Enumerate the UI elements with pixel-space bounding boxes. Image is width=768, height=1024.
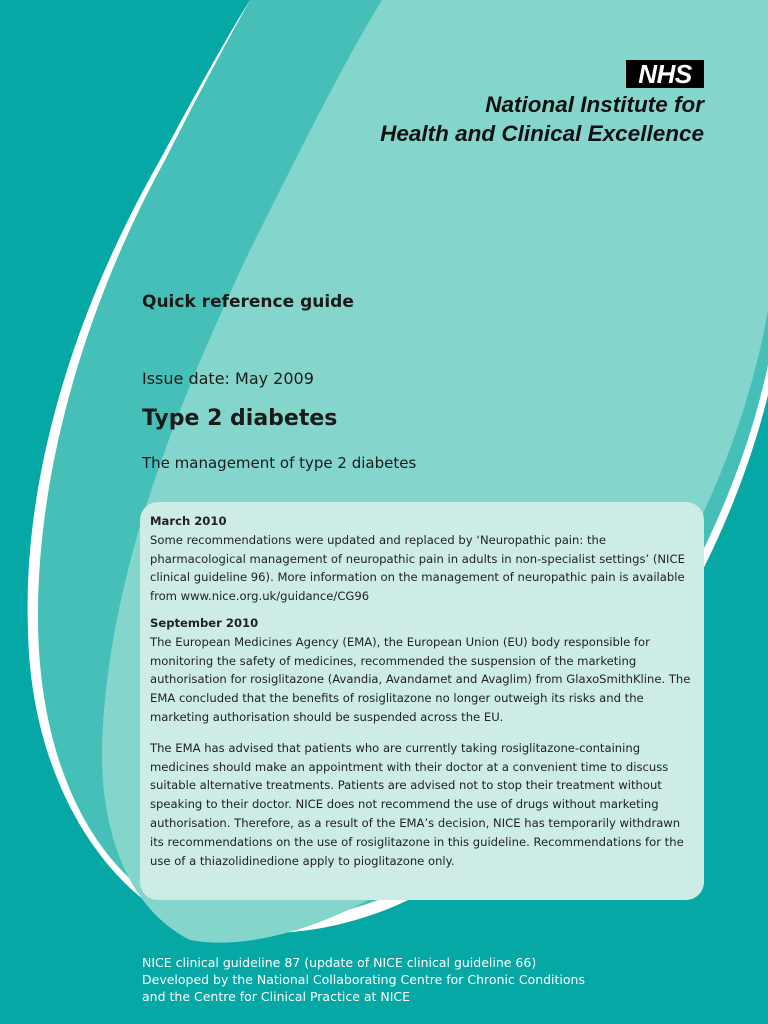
footer-line-1: NICE clinical guideline 87 (update of NICE clinical guideline 66) (142, 955, 537, 970)
guide-type: Quick reference guide (142, 292, 354, 312)
march-2010-heading: March 2010 (150, 514, 227, 528)
footer-line-2: Developed by the National Collaborating Centre for Chronic Conditions (142, 972, 585, 987)
document-subtitle: The management of type 2 diabetes (142, 454, 417, 472)
organisation-name (380, 90, 704, 148)
footer-line-3: and the Centre for Clinical Practice at NICE (142, 989, 411, 1004)
org-name-line-2: Health and Clinical Excellence (380, 121, 704, 146)
september-2010-heading: September 2010 (150, 615, 259, 630)
nhs-logo: NHS (626, 60, 704, 88)
march-2010-text: Some recommendations were updated and replaced by ‘Neuropathic pain: the pharmacological management of neuropathic pain in adults in non-specialist settings’ (NICE clinical guideline 96). More information on the management of neuropathic pain is available from www.nice.org.uk/guidance/CG96 (150, 532, 685, 604)
org-name-line-1: National Institute for (485, 92, 704, 117)
update-notice-box (140, 502, 704, 900)
footer-credits (142, 954, 585, 1005)
document-title: Type 2 diabetes (142, 406, 338, 431)
september-2010-text-2: The EMA has advised that patients who are currently taking rosiglitazone-containing medicines should make an appointment with their doctor at a convenient time to discuss suitable alternative treatments. Patients are advised not to stop their treatment without speaking to their doctor. NICE does not recommend the use of drugs without marketing authorisation. Therefore, as a result of the EMA’s decision, NICE has temporarily withdrawn its recommendations on the use of rosiglitazone in this guideline. Recommendations for the use of a thiazolidinedione apply to pioglitazone only. (150, 740, 684, 868)
issue-date: Issue date: May 2009 (142, 369, 314, 388)
september-2010-text-1: The European Medicines Agency (EMA), the European Union (EU) body responsible for monitoring the safety of medicines, recommended the suspension of the marketing authorisation for rosiglitazone (Avandia, Avandamet and Avaglim) from GlaxoSmithKline. The EMA concluded that the benefits of rosiglitazone no longer outweigh its risks and the marketing authorisation should be suspended across the EU. (150, 634, 691, 724)
